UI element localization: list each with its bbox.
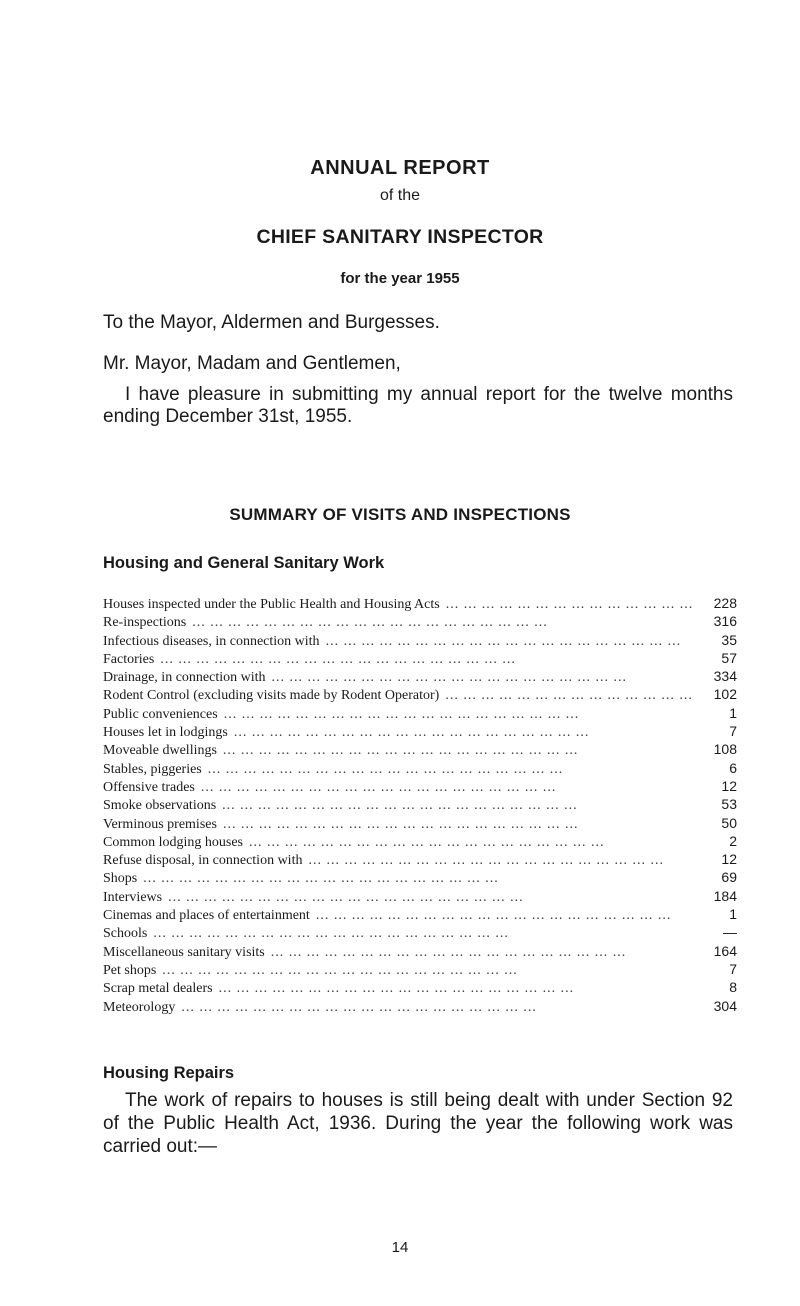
- row-label: Interviews: [103, 889, 163, 905]
- row-label: Schools: [103, 926, 148, 942]
- row-value: 1: [729, 906, 737, 923]
- row-label: Factories: [103, 651, 155, 667]
- table-row: [103, 795, 737, 813]
- table-row: [103, 814, 737, 832]
- addressee: To the Mayor, Aldermen and Burgesses.: [103, 312, 440, 333]
- leader-dots: [217, 742, 697, 760]
- row-label: Moveable dwellings: [103, 743, 217, 759]
- leader-dots: [162, 889, 697, 907]
- row-label: Common lodging houses: [103, 834, 244, 850]
- table-row: [103, 740, 737, 758]
- table-row: [103, 777, 737, 795]
- row-value: 164: [713, 942, 737, 959]
- row-value: 316: [713, 613, 737, 630]
- leader-dots: [266, 669, 697, 687]
- row-value: —: [723, 924, 737, 941]
- housing-repairs-heading: Housing Repairs: [103, 1064, 235, 1082]
- row-value: 69: [721, 869, 737, 886]
- row-label: Meteorology: [103, 999, 176, 1015]
- table-row: [103, 942, 737, 960]
- leader-dots: [439, 687, 697, 705]
- row-label: Infectious diseases, in connection with: [103, 633, 320, 649]
- of-the-line: of the: [379, 187, 421, 204]
- row-label: Smoke observations: [103, 798, 217, 814]
- row-value: 12: [721, 851, 737, 868]
- row-label: Houses let in lodgings: [103, 725, 228, 741]
- row-label: Offensive trades: [103, 779, 195, 795]
- row-value: 334: [713, 668, 737, 685]
- report-year: for the year 1955: [340, 270, 460, 287]
- row-value: 57: [721, 649, 737, 666]
- leader-dots: [440, 596, 697, 614]
- row-label: Refuse disposal, in connection with: [103, 853, 303, 869]
- leader-dots: [320, 633, 697, 651]
- summary-heading: SUMMARY OF VISITS AND INSPECTIONS: [229, 505, 571, 524]
- leader-dots: [202, 761, 697, 779]
- intro-paragraph: I have pleasure in submitting my annual report for the twelve months ending December 31st, 1955.: [103, 384, 733, 427]
- row-value: 108: [713, 741, 737, 758]
- repairs-paragraph: The work of repairs to houses is still being dealt with under Section 92 of the Public Health Act, 1936. During the year the following work was carried out:—: [103, 1090, 733, 1157]
- table-row: [103, 868, 737, 886]
- table-row: [103, 759, 737, 777]
- table-row: [103, 612, 737, 630]
- row-label: Cinemas and places of entertainment: [103, 908, 310, 924]
- row-value: 35: [721, 631, 737, 648]
- leader-dots: [137, 870, 697, 888]
- housing-general-heading: Housing and General Sanitary Work: [103, 554, 385, 572]
- salutation: Mr. Mayor, Madam and Gentlemen,: [103, 353, 401, 374]
- row-label: Public conveniences: [103, 706, 218, 722]
- table-row: [103, 631, 737, 649]
- row-value: 102: [713, 686, 737, 703]
- table-row: [103, 997, 737, 1015]
- row-label: Scrap metal dealers: [103, 981, 213, 997]
- row-value: 2: [729, 832, 737, 849]
- leader-dots: [154, 651, 697, 669]
- table-row: [103, 960, 737, 978]
- table-row: [103, 923, 737, 941]
- leader-dots: [213, 980, 697, 998]
- row-value: 184: [713, 887, 737, 904]
- row-label: Pet shops: [103, 962, 157, 978]
- row-label: Drainage, in connection with: [103, 670, 266, 686]
- row-label: Verminous premises: [103, 816, 217, 832]
- leader-dots: [195, 779, 697, 797]
- leader-dots: [310, 907, 697, 925]
- leader-dots: [156, 962, 697, 980]
- row-label: Stables, piggeries: [103, 761, 202, 777]
- table-row: [103, 594, 737, 612]
- table-row: [103, 649, 737, 667]
- row-value: 6: [729, 759, 737, 776]
- table-row: [103, 905, 737, 923]
- leader-dots: [228, 724, 697, 742]
- leader-dots: [243, 834, 697, 852]
- row-label: Houses inspected under the Public Health and Housing Acts: [103, 597, 440, 612]
- row-value: 7: [729, 960, 737, 977]
- table-row: [103, 850, 737, 868]
- leader-dots: [217, 816, 697, 834]
- row-value: 304: [713, 997, 737, 1014]
- table-row: [103, 722, 737, 740]
- leader-dots: [302, 852, 697, 870]
- inspector-title: CHIEF SANITARY INSPECTOR: [256, 226, 544, 248]
- leader-dots: [147, 925, 697, 943]
- row-value: 8: [729, 979, 737, 996]
- row-value: 228: [713, 595, 737, 611]
- visits-table: [103, 594, 737, 1015]
- leader-dots: [265, 944, 697, 962]
- table-row: [103, 832, 737, 850]
- row-value: 50: [721, 814, 737, 831]
- report-title: ANNUAL REPORT: [310, 157, 490, 179]
- leader-dots: [186, 614, 697, 632]
- table-row: [103, 667, 737, 685]
- leader-dots: [175, 999, 697, 1017]
- leader-dots: [216, 797, 697, 815]
- row-label: Re-inspections: [103, 615, 187, 631]
- row-value: 53: [721, 796, 737, 813]
- row-label: Shops: [103, 871, 138, 887]
- page-number: 14: [391, 1239, 409, 1256]
- row-value: 12: [721, 777, 737, 794]
- row-label: Miscellaneous sanitary visits: [103, 944, 265, 960]
- table-row: [103, 978, 737, 996]
- table-row: [103, 704, 737, 722]
- table-row: [103, 685, 737, 703]
- row-value: 7: [729, 723, 737, 740]
- row-value: 1: [729, 704, 737, 721]
- table-row: [103, 887, 737, 905]
- leader-dots: [218, 706, 697, 724]
- row-label: Rodent Control (excluding visits made by Rodent Operator): [103, 688, 440, 704]
